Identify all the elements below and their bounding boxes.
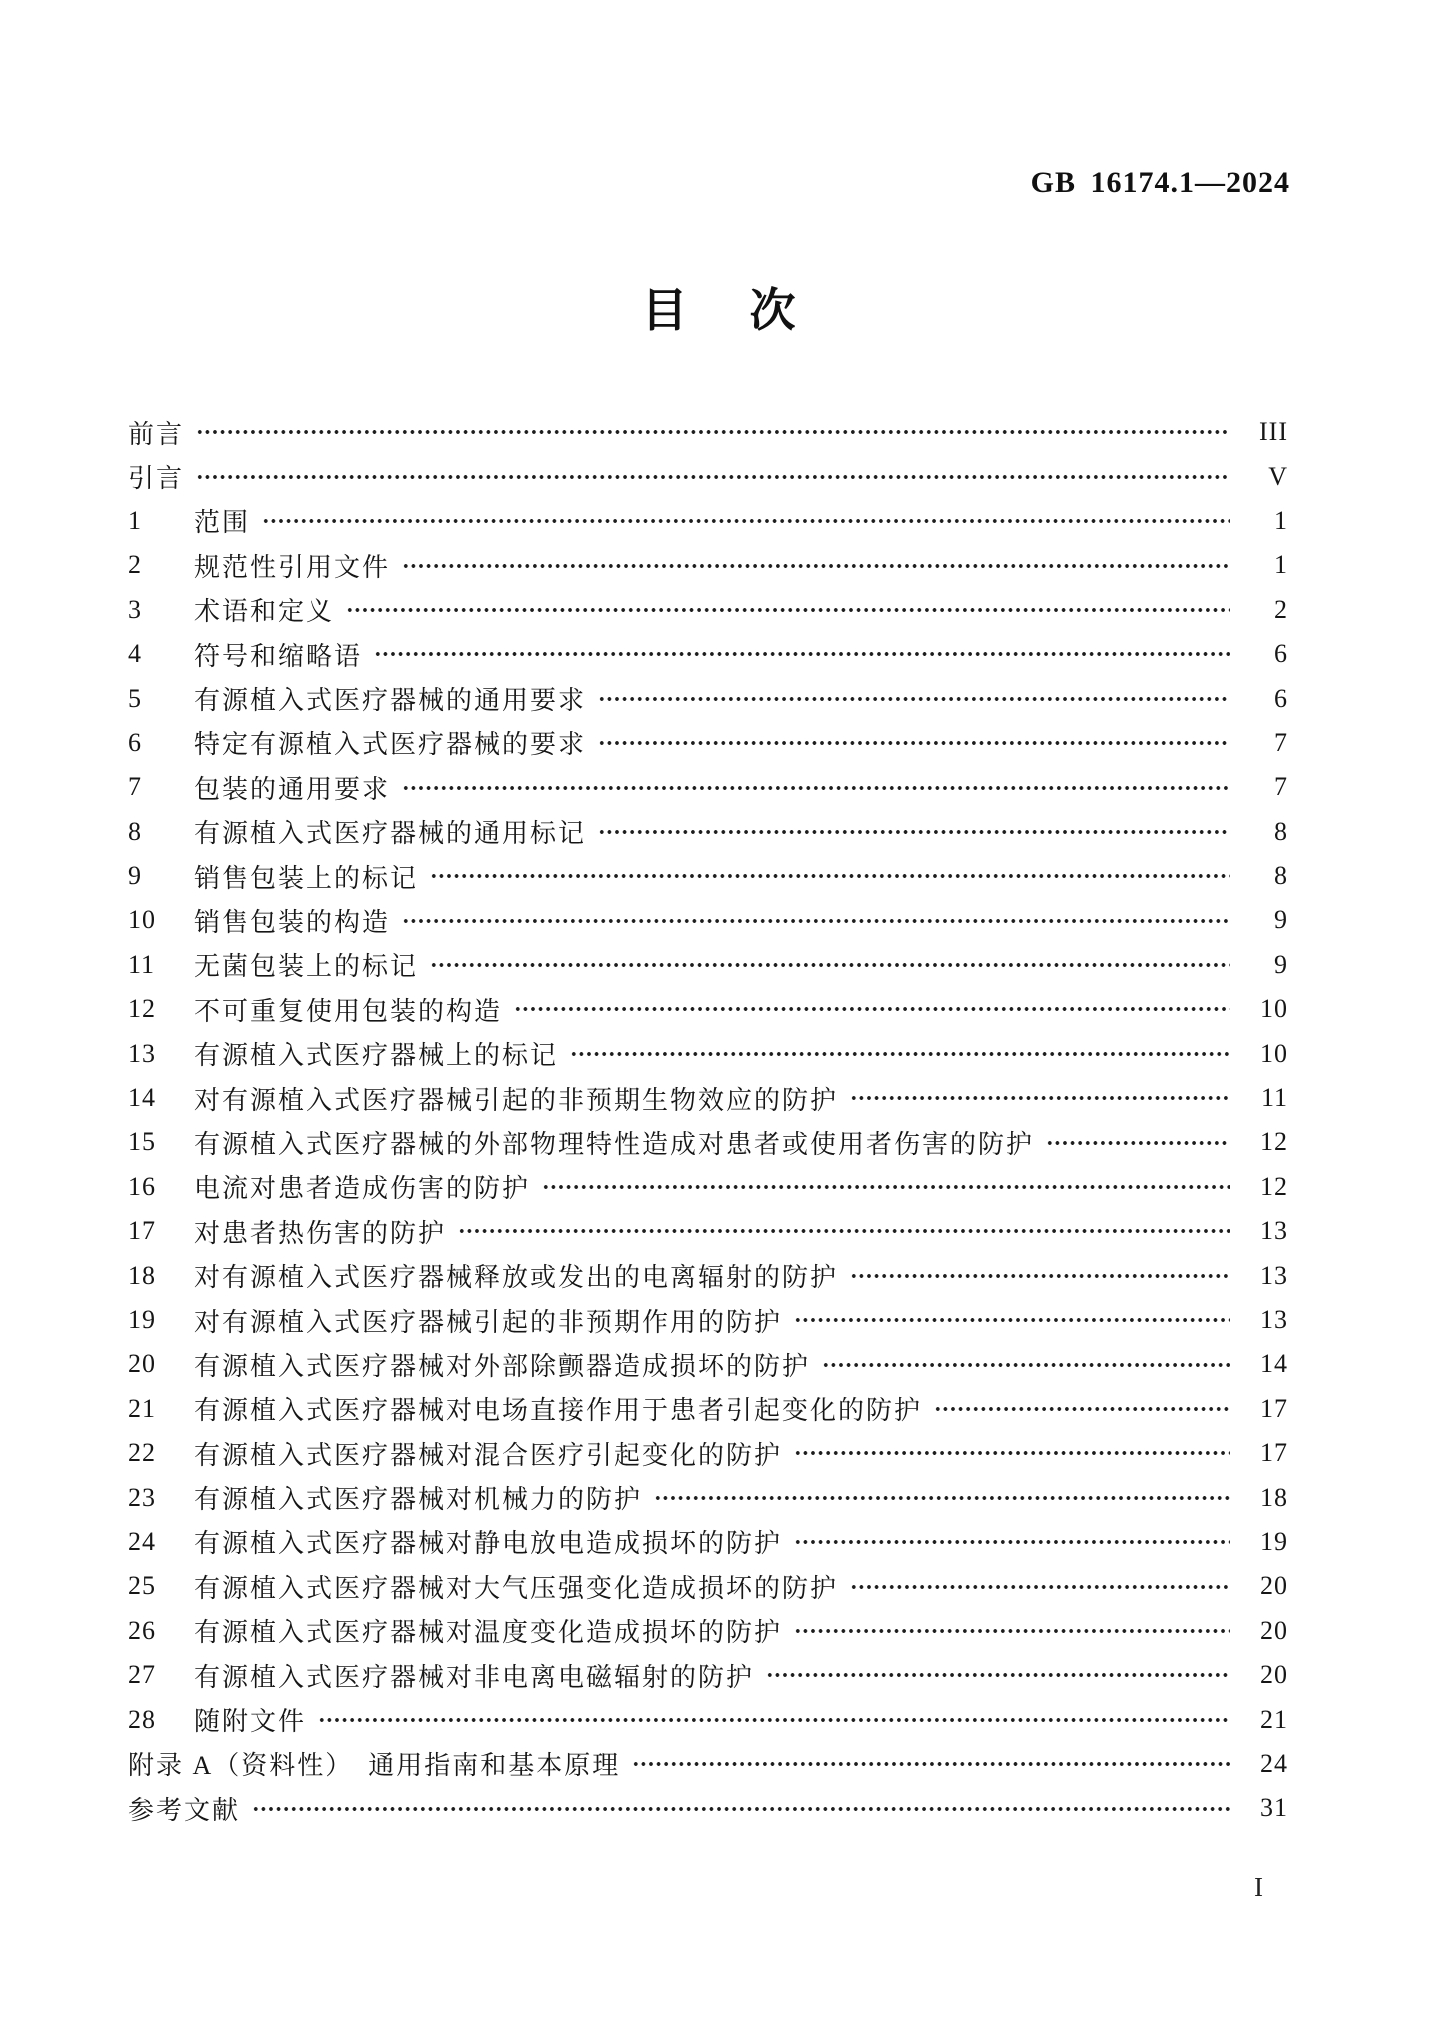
toc-entry-label: 对有源植入式医疗器械释放或发出的电离辐射的防护 [194, 1263, 839, 1293]
toc-entry-page: 1 [1274, 505, 1288, 535]
toc-entry-label: 有源植入式医疗器械对静电放电造成损坏的防护 [194, 1529, 783, 1559]
toc-entry-page: 20 [1260, 1571, 1288, 1601]
toc-leader-dots [1046, 1120, 1230, 1164]
toc-entry [128, 1431, 1288, 1475]
toc-leader-dots [850, 1076, 1230, 1120]
toc-entry [128, 1609, 1288, 1653]
toc-entry-label: 有源植入式医疗器械对非电离电磁辐射的防护 [194, 1662, 755, 1692]
toc-entry-page: 31 [1260, 1793, 1288, 1823]
toc-entry [128, 765, 1288, 809]
page-title: 目 次 [641, 285, 804, 336]
toc-leader-dots [598, 676, 1230, 720]
toc-entry [128, 1253, 1288, 1297]
toc-entry-label: 有源植入式医疗器械的通用要求 [194, 686, 587, 716]
toc-entry-number: 14 [128, 1083, 156, 1113]
toc-leader-dots [794, 1431, 1230, 1475]
toc-leader-dots [794, 1298, 1230, 1342]
toc-entry [128, 898, 1288, 942]
toc-entry [128, 632, 1288, 676]
toc-entry [128, 1653, 1288, 1697]
toc-entry-label: 符号和缩略语 [194, 641, 363, 671]
toc-entry-label: 术语和定义 [194, 597, 335, 627]
toc-entry [128, 588, 1288, 632]
toc-entry [128, 1742, 1288, 1786]
toc-entry-number: 24 [128, 1526, 156, 1556]
toc-entry-page: 12 [1260, 1127, 1288, 1157]
toc-leader-dots [346, 588, 1230, 632]
toc-leader-dots [458, 1209, 1230, 1253]
toc-entry-label: 对患者热伤害的防护 [194, 1218, 447, 1248]
toc-entry-label: 有源植入式医疗器械对大气压强变化造成损坏的防护 [194, 1573, 839, 1603]
toc-entry-page: 7 [1274, 772, 1288, 802]
toc-leader-dots [570, 1031, 1230, 1075]
toc-entry-label: 规范性引用文件 [194, 552, 391, 582]
toc-leader-dots [252, 1786, 1230, 1830]
toc-entry [128, 1298, 1288, 1342]
toc-entry [128, 1475, 1288, 1519]
toc-entry-page: 18 [1260, 1482, 1288, 1512]
toc-entry-page: 9 [1274, 949, 1288, 979]
toc-entry [128, 454, 1288, 498]
toc-leader-dots [654, 1475, 1230, 1519]
toc-entry-label: 特定有源植入式医疗器械的要求 [194, 730, 587, 760]
toc-entry-number: 17 [128, 1216, 156, 1246]
toc-entry [128, 676, 1288, 720]
toc-leader-dots [632, 1742, 1230, 1786]
toc-entry-page: 1 [1274, 550, 1288, 580]
toc-leader-dots [794, 1520, 1230, 1564]
toc-entry [128, 1520, 1288, 1564]
toc-entry-number: 8 [128, 816, 142, 846]
toc-entry-number: 4 [128, 639, 142, 669]
toc-entry-page: 13 [1260, 1305, 1288, 1334]
footer-page-number: I [1254, 1872, 1263, 1902]
toc-entry [128, 810, 1288, 854]
toc-entry-page: 12 [1260, 1171, 1288, 1201]
toc-entry-number: 27 [128, 1660, 156, 1690]
toc-leader-dots [430, 854, 1230, 898]
toc-entry-page: 13 [1260, 1216, 1288, 1246]
toc-leader-dots [794, 1609, 1230, 1653]
toc-entry [128, 1209, 1288, 1253]
toc-entry-label: 参考文献 [128, 1795, 241, 1825]
toc-entry [128, 1165, 1288, 1209]
toc-entry-label: 有源植入式医疗器械对外部除颤器造成损坏的防护 [194, 1351, 811, 1381]
toc-entry-page: 2 [1274, 594, 1288, 624]
toc-entry-number: 6 [128, 727, 142, 757]
toc-entry-number: 1 [128, 505, 142, 535]
toc-entry-page: 10 [1260, 994, 1288, 1024]
toc-leader-dots [318, 1697, 1230, 1741]
toc-leader-dots [402, 898, 1230, 942]
toc-entry [128, 410, 1288, 454]
toc-entry-label: 随附文件 [194, 1707, 307, 1737]
toc-entry [128, 854, 1288, 898]
toc-entry-number: 3 [128, 594, 142, 624]
toc-entry [128, 721, 1288, 765]
toc-entry-page: 9 [1274, 905, 1288, 935]
toc-entry-label: 对有源植入式医疗器械引起的非预期生物效应的防护 [194, 1085, 839, 1115]
toc-entry-page: 24 [1260, 1748, 1288, 1778]
toc-entry [128, 1387, 1288, 1431]
toc-entry-number: 25 [128, 1571, 156, 1601]
toc-entry-label: 引言 [128, 464, 185, 494]
toc-entry-number: 10 [128, 905, 156, 935]
toc-entry-number: 7 [128, 772, 142, 802]
toc-entry-label: 范围 [194, 508, 251, 538]
toc-entry-page: III [1259, 417, 1288, 447]
toc-leader-dots [766, 1653, 1230, 1697]
toc-entry [128, 1564, 1288, 1608]
toc-entry-page: 14 [1260, 1349, 1288, 1379]
toc-entry-label: 前言 [128, 419, 185, 449]
toc-entry-page: 6 [1274, 683, 1288, 713]
toc-entry-number: 26 [128, 1615, 156, 1645]
toc-entry [128, 1342, 1288, 1386]
toc-leader-dots [850, 1564, 1230, 1608]
toc-entry-label: 对有源植入式医疗器械引起的非预期作用的防护 [194, 1307, 783, 1337]
toc-entry-number: 19 [128, 1305, 156, 1334]
toc-entry [128, 543, 1288, 587]
toc-entry-number: 13 [128, 1038, 156, 1068]
toc-entry-label: 电流对患者造成伤害的防护 [194, 1174, 531, 1204]
toc-entry [128, 943, 1288, 987]
toc-entry-number: 9 [128, 861, 142, 891]
toc-entry-page: 21 [1260, 1704, 1288, 1734]
toc-entry [128, 1076, 1288, 1120]
toc-leader-dots [430, 943, 1230, 987]
toc-entry [128, 499, 1288, 543]
toc-entry-number: 28 [128, 1704, 156, 1734]
toc-entry-page: 13 [1260, 1260, 1288, 1290]
toc-leader-dots [822, 1342, 1230, 1386]
toc-entry-number: 12 [128, 994, 156, 1024]
toc-entry-label: 有源植入式医疗器械对混合医疗引起变化的防护 [194, 1440, 783, 1470]
toc-leader-dots [514, 987, 1230, 1031]
toc-leader-dots [402, 765, 1230, 809]
toc-entry-number: 5 [128, 683, 142, 713]
toc-leader-dots [402, 543, 1230, 587]
toc-entry-label: 有源植入式医疗器械的通用标记 [194, 819, 587, 849]
toc-entry-page: 11 [1260, 1083, 1288, 1113]
toc-entry-number: 21 [128, 1393, 156, 1423]
toc-entry-page: 17 [1260, 1438, 1288, 1468]
toc-entry-number: 22 [128, 1438, 156, 1468]
toc-entry-number: 15 [128, 1127, 156, 1157]
toc-entry-label: 销售包装上的标记 [194, 863, 419, 893]
toc-entry [128, 1120, 1288, 1164]
toc-entry-label: 有源植入式医疗器械对电场直接作用于患者引起变化的防护 [194, 1396, 923, 1426]
toc-entry-number: 11 [128, 949, 156, 979]
toc-leader-dots [934, 1387, 1230, 1431]
toc-leader-dots [196, 410, 1230, 454]
toc-entry-label: 有源植入式医疗器械上的标记 [194, 1041, 559, 1071]
toc-entry-label: 无菌包装上的标记 [194, 952, 419, 982]
toc-leader-dots [598, 810, 1230, 854]
toc-entry-page: 6 [1274, 639, 1288, 669]
toc-entry-label: 不可重复使用包装的构造 [194, 996, 503, 1026]
toc-entry [128, 1697, 1288, 1741]
toc-leader-dots [598, 721, 1230, 765]
toc-entry-label: 包装的通用要求 [194, 774, 391, 804]
toc-entry-number: 23 [128, 1482, 156, 1512]
toc-entry-label: 有源植入式医疗器械的外部物理特性造成对患者或使用者伤害的防护 [194, 1129, 1035, 1159]
toc-entry-number: 16 [128, 1171, 156, 1201]
toc-leader-dots [374, 632, 1230, 676]
toc-entry-label: 有源植入式医疗器械对温度变化造成损坏的防护 [194, 1618, 783, 1648]
doc-number: GB 16174.1—2024 [1030, 166, 1290, 199]
toc-entry-page: 8 [1274, 861, 1288, 891]
toc-entry [128, 1786, 1288, 1830]
toc-entry-label: 有源植入式医疗器械对机械力的防护 [194, 1485, 643, 1515]
toc-leader-dots [850, 1253, 1230, 1297]
toc-entry-page: 17 [1260, 1393, 1288, 1423]
toc-entry-page: 10 [1260, 1038, 1288, 1068]
toc-entry-page: 7 [1274, 727, 1288, 757]
toc-entry-label: 销售包装的构造 [194, 907, 391, 937]
toc-list [128, 410, 1288, 1831]
toc-entry-page: V [1268, 461, 1288, 491]
toc-entry-label: 附录 A（资料性） 通用指南和基本原理 [128, 1751, 621, 1781]
toc-entry [128, 987, 1288, 1031]
toc-leader-dots [196, 454, 1230, 498]
toc-leader-dots [542, 1165, 1230, 1209]
toc-entry-page: 20 [1260, 1660, 1288, 1690]
toc-entry-page: 20 [1260, 1615, 1288, 1645]
toc-leader-dots [262, 499, 1230, 543]
toc-entry-page: 8 [1274, 816, 1288, 846]
toc-entry-number: 2 [128, 550, 142, 580]
toc-entry-number: 20 [128, 1349, 156, 1379]
toc-entry-page: 19 [1260, 1526, 1288, 1556]
toc-entry-number: 18 [128, 1260, 156, 1290]
toc-entry [128, 1031, 1288, 1075]
